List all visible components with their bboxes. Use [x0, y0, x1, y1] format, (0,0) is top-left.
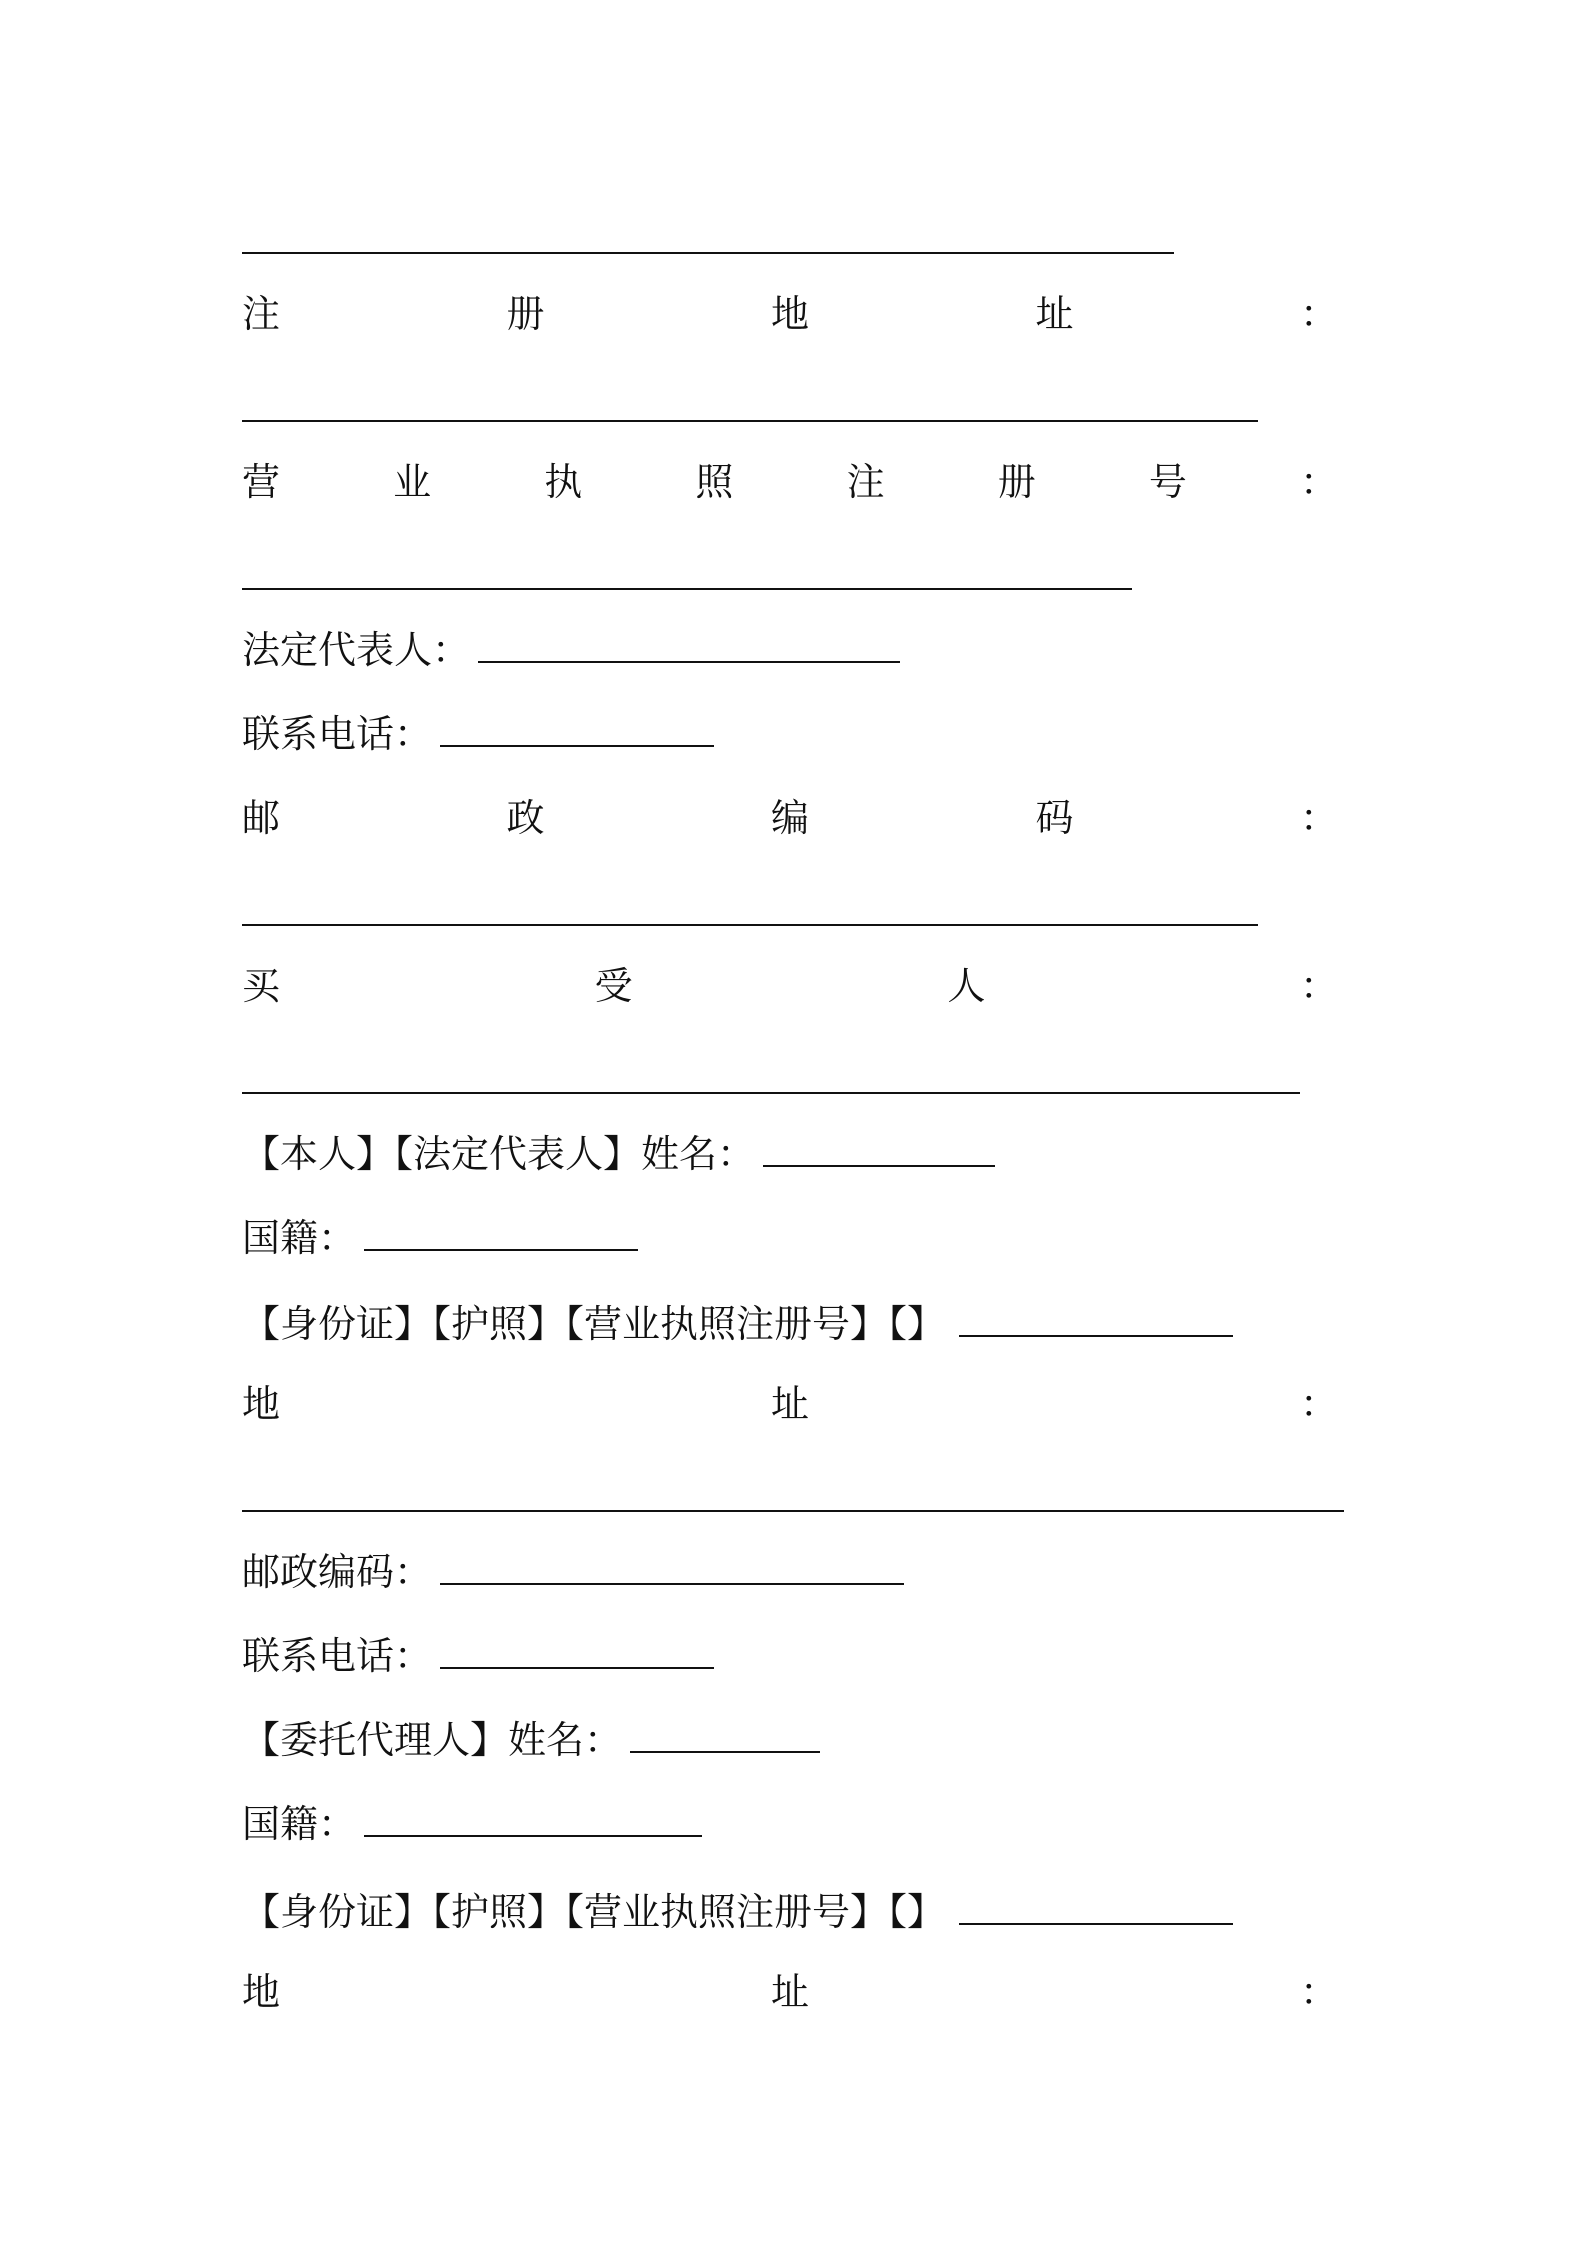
buyer-address-line [242, 1510, 1344, 1512]
label-char: 址 [770, 1382, 809, 1426]
legal-representative-blank [478, 661, 900, 663]
buyer-postal-code-row [242, 1548, 904, 1596]
buyer-id-type-row [242, 1300, 1233, 1348]
label-char: 址 [1035, 292, 1074, 336]
label-char: 码 [1035, 796, 1074, 840]
buyer-nationality-label: 国籍： [242, 1216, 357, 1260]
label-colon: ： [1299, 1382, 1338, 1426]
buyer-id-number-blank [959, 1335, 1233, 1337]
agent-id-number-blank [959, 1923, 1233, 1925]
legal-representative-label: 法定代表人： [242, 628, 471, 672]
business-license-label [242, 458, 1338, 506]
label-char: 址 [770, 1970, 809, 2014]
label-colon: ： [1299, 292, 1338, 336]
label-char: 执 [544, 460, 583, 504]
label-char: 业 [393, 460, 432, 504]
buyer-phone-label: 联系电话： [242, 1634, 433, 1678]
registered-address-label [242, 290, 1338, 338]
buyer-id-type-label: 【身份证】【护照】【营业执照注册号】【】 [242, 1302, 946, 1346]
agent-id-type-label: 【身份证】【护照】【营业执照注册号】【】 [242, 1890, 946, 1934]
buyer-postal-code-label: 邮政编码： [242, 1550, 433, 1594]
seller-phone-blank [440, 745, 714, 747]
buyer-nationality-row [242, 1214, 638, 1262]
label-char: 号 [1148, 460, 1187, 504]
agent-name-row [242, 1716, 820, 1764]
buyer-nationality-blank [364, 1249, 638, 1251]
registered-address-line [242, 420, 1258, 422]
seller-phone-row [242, 710, 714, 758]
agent-nationality-label: 国籍： [242, 1802, 357, 1846]
label-char: 营 [242, 460, 281, 504]
agent-address-label [242, 1968, 1338, 2016]
label-char: 照 [695, 460, 734, 504]
label-colon: ： [1299, 460, 1338, 504]
buyer-name-row [242, 1130, 995, 1178]
fill-in-line [242, 252, 1174, 254]
agent-nationality-row [242, 1800, 702, 1848]
buyer-label [242, 962, 1338, 1010]
label-char: 地 [242, 1382, 281, 1426]
label-char: 买 [242, 964, 281, 1008]
label-char: 政 [506, 796, 545, 840]
seller-phone-label: 联系电话： [242, 712, 433, 756]
label-char: 册 [506, 292, 545, 336]
label-char: 注 [846, 460, 885, 504]
buyer-address-label [242, 1380, 1338, 1428]
label-colon: ： [1299, 1970, 1338, 2014]
buyer-line [242, 1092, 1300, 1094]
label-char: 地 [770, 292, 809, 336]
label-colon: ： [1299, 796, 1338, 840]
label-char: 编 [770, 796, 809, 840]
label-char: 邮 [242, 796, 281, 840]
label-char: 地 [242, 1970, 281, 2014]
seller-postal-code-line [242, 924, 1258, 926]
label-char: 册 [997, 460, 1036, 504]
agent-name-blank [630, 1751, 820, 1753]
buyer-postal-code-blank [440, 1583, 904, 1585]
buyer-name-blank [763, 1165, 995, 1167]
agent-name-label: 【委托代理人】姓名： [242, 1718, 623, 1762]
label-char: 人 [947, 964, 986, 1008]
buyer-name-label: 【本人】【法定代表人】姓名： [242, 1132, 756, 1176]
label-colon: ： [1299, 964, 1338, 1008]
seller-postal-code-label [242, 794, 1338, 842]
buyer-phone-row [242, 1632, 714, 1680]
business-license-line [242, 588, 1132, 590]
legal-representative-row [242, 626, 900, 674]
agent-nationality-blank [364, 1835, 702, 1837]
label-char: 受 [594, 964, 633, 1008]
agent-id-type-row [242, 1888, 1233, 1936]
buyer-phone-blank [440, 1667, 714, 1669]
label-char: 注 [242, 292, 281, 336]
